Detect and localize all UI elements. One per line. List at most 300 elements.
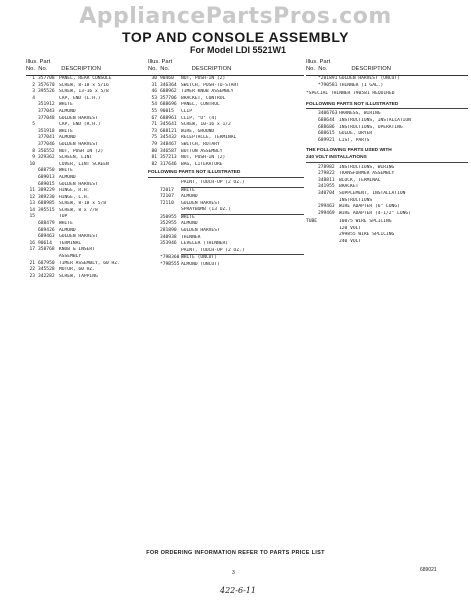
part-row xyxy=(306,83,468,90)
part-description: WHITE xyxy=(181,187,195,193)
header-no: No. xyxy=(148,66,158,72)
illus-number xyxy=(148,255,160,262)
paint-list-3 xyxy=(148,255,304,268)
illus-number: 5 xyxy=(32,122,35,128)
part-number: 377048 xyxy=(38,115,55,121)
part-description: PANEL, REAR CONSOLE xyxy=(59,76,112,81)
part-number: 689426 xyxy=(38,227,55,233)
illus-number: 15 xyxy=(29,214,35,220)
part-number: 72107 xyxy=(160,194,174,200)
part-description: ALMOND (UNCUT) xyxy=(181,262,220,268)
part-number: *281891 xyxy=(318,76,338,81)
parts-list-1 xyxy=(26,76,152,280)
part-description: WHITE xyxy=(59,168,73,174)
part-number: 278982 xyxy=(318,164,335,170)
part-row xyxy=(306,184,468,191)
part-row xyxy=(148,142,304,149)
part-row xyxy=(26,109,152,116)
illus-number: 75 xyxy=(151,135,157,141)
illus-number xyxy=(148,241,160,248)
part-number: 350955 xyxy=(160,214,177,220)
illus-number: 16 xyxy=(29,240,35,246)
section-heading: 240 VOLT INSTALLATIONS xyxy=(306,155,468,163)
part-description: ALMOND xyxy=(59,174,76,180)
illus-number: 81 xyxy=(151,155,157,161)
parts-column-3 xyxy=(306,59,468,246)
part-description: 299855 WIRE SPLICING xyxy=(339,232,395,238)
part-row xyxy=(148,241,304,248)
header-no: No. xyxy=(306,66,316,72)
part-description: WHITE xyxy=(59,102,73,108)
parts-list-3c xyxy=(306,165,468,218)
part-description: SWITCH, ROTARY xyxy=(181,141,220,147)
illus-number xyxy=(306,111,318,118)
illus-number xyxy=(306,118,318,125)
part-number: 689921 xyxy=(318,137,335,143)
part-description: NUT, PUSH IN (2) xyxy=(59,148,104,154)
illus-number: 10 xyxy=(29,161,35,167)
part-row xyxy=(306,118,468,125)
illus-number: 73 xyxy=(151,128,157,134)
part-description: 240 VOLT xyxy=(339,239,362,245)
part-number xyxy=(318,232,339,239)
part-number: 356552 xyxy=(38,148,55,154)
part-number xyxy=(38,122,59,129)
illus-number xyxy=(306,239,318,246)
illus-number xyxy=(26,254,38,261)
part-number xyxy=(38,254,59,261)
part-description: ALMOND xyxy=(59,227,76,233)
part-description: PANEL, CONTROL xyxy=(181,102,220,108)
illus-number xyxy=(306,191,318,198)
illus-number: 46 xyxy=(151,89,157,95)
part-number: 352955 xyxy=(160,221,177,227)
part-number: 299463 xyxy=(318,204,335,210)
illus-number: 67 xyxy=(151,115,157,121)
part-description: TERMINAL xyxy=(59,240,82,246)
part-row xyxy=(26,76,152,83)
illus-number: 23 xyxy=(29,273,35,279)
part-number: 317646 xyxy=(160,161,177,167)
illus-number xyxy=(148,215,160,222)
illus-number: 14 xyxy=(29,207,35,213)
page-number: 3 xyxy=(232,570,235,576)
part-description: INSTRUCTIONS xyxy=(339,197,373,203)
part-description: BRACKET, CONTROL xyxy=(181,95,226,101)
model-subtitle: For Model LDI 5521W1 xyxy=(190,45,287,55)
column-header xyxy=(26,59,152,76)
part-description: BLOCK, TERMINAL xyxy=(339,177,381,183)
part-row xyxy=(26,188,152,195)
part-description: MOTOR, 60 HZ. xyxy=(59,267,95,273)
part-description: NUT, PUSH-IN (2) xyxy=(181,155,226,161)
part-description: ALMOND xyxy=(181,221,198,227)
illus-number xyxy=(306,198,318,205)
part-number: 688479 xyxy=(38,221,55,227)
part-number: 377043 xyxy=(38,108,55,114)
part-description: ALMOND xyxy=(59,108,76,114)
part-description: CAP, END (L.H.) xyxy=(59,95,101,101)
page-title: TOP AND CONSOLE ASSEMBLY xyxy=(122,29,349,45)
handwritten-note: 422-6-11 xyxy=(220,586,256,595)
part-row xyxy=(26,175,152,182)
illus-number xyxy=(306,184,318,191)
part-row xyxy=(148,89,304,96)
part-description: WHITE xyxy=(181,214,195,220)
illus-number xyxy=(148,235,160,242)
parts-column-1 xyxy=(26,59,152,280)
part-number: 281890 xyxy=(160,228,177,234)
illus-number: 12 xyxy=(29,194,35,200)
part-number: 353946 xyxy=(160,241,177,247)
part-row xyxy=(26,102,152,109)
part-number: 377046 xyxy=(38,141,55,147)
part-number: 342282 xyxy=(38,273,55,279)
part-description: GOLDEN HARVEST xyxy=(59,141,98,147)
part-number: 340938 xyxy=(160,234,177,240)
part-row xyxy=(26,247,152,254)
part-description: CAP, END (R.H.) xyxy=(59,122,101,128)
part-number: 348811 xyxy=(318,177,335,183)
parts-list-3b xyxy=(306,111,468,144)
part-description: LEVELER (THINNER) xyxy=(181,241,229,247)
column-header xyxy=(306,59,468,76)
illus-number xyxy=(26,234,38,241)
part-description: THINNER (1 GAL.) xyxy=(339,82,384,88)
illus-number: 21 xyxy=(29,260,35,266)
illus-number: TUBE xyxy=(306,219,318,225)
part-row xyxy=(26,267,152,274)
part-description: WIRE ADAPTER (6" LONG) xyxy=(339,204,400,210)
header-part: Part xyxy=(319,59,331,65)
part-row xyxy=(306,131,468,138)
part-row xyxy=(26,142,152,149)
part-description: BUTTON ASSEMBLY xyxy=(181,148,223,154)
illus-number xyxy=(306,76,318,83)
part-description: SWITCH, PUSH-TO-START xyxy=(181,82,240,88)
part-description: WHITE xyxy=(59,128,73,134)
header-rule xyxy=(306,75,468,76)
part-number: 687950 xyxy=(38,260,55,266)
part-description: COVER, LINT SCREEN xyxy=(59,161,109,167)
part-row xyxy=(26,274,152,281)
illus-number xyxy=(26,228,38,235)
part-number: *790581 xyxy=(318,82,338,88)
part-row xyxy=(148,135,304,142)
header-rule xyxy=(148,75,304,76)
illus-number: 79 xyxy=(151,141,157,147)
illus-number xyxy=(306,232,318,239)
part-number: 389230 xyxy=(38,194,55,200)
illus-number xyxy=(148,228,160,235)
part-row xyxy=(148,109,304,116)
part-row xyxy=(26,234,152,241)
header-description: DESCRIPTION xyxy=(351,66,391,72)
part-description: SCREW, 8-18 x 5/16 xyxy=(59,82,109,88)
part-description: TIMER KNOB ASSEMBLY xyxy=(181,89,234,95)
part-row xyxy=(26,221,152,228)
illus-number: 55 xyxy=(151,108,157,114)
part-description: WIRE ADAPTER (4-1/2" LONG) xyxy=(339,210,411,216)
part-description: THINNER xyxy=(181,234,201,240)
part-description: GOLDEN HARVEST xyxy=(59,115,98,121)
illus-number: 13 xyxy=(29,201,35,207)
section-heading: THE FOLLOWING PARTS USED WITH xyxy=(306,148,392,154)
header-no2: No. xyxy=(160,66,170,72)
header-no2: No. xyxy=(318,66,328,72)
part-description: SCREW, 8-18 x 5/8 xyxy=(59,201,107,207)
header-illus: Illus. xyxy=(306,59,318,65)
part-number: 377041 xyxy=(38,135,55,141)
part-number: 688615 xyxy=(318,131,335,137)
part-row xyxy=(148,122,304,129)
part-description: ALMOND xyxy=(59,135,76,141)
part-row xyxy=(148,102,304,109)
part-number: 688985 xyxy=(38,201,55,207)
part-row xyxy=(306,219,468,226)
part-description: 120 VOLT xyxy=(339,225,362,231)
part-number: 688750 xyxy=(38,168,55,174)
part-description: NUT, PUSH-IN (2) xyxy=(181,76,226,81)
parts-column-2 xyxy=(148,59,304,269)
part-number: 688961 xyxy=(160,115,177,121)
part-description: GOLDEN HARVEST xyxy=(181,200,220,206)
part-description: HINGE, L.H. xyxy=(59,194,90,200)
part-row xyxy=(26,135,152,142)
illus-number xyxy=(306,138,318,145)
part-description: BAG, LITERATURE xyxy=(181,161,223,167)
parts-list-3d xyxy=(306,219,468,245)
part-number xyxy=(318,219,339,226)
part-row xyxy=(306,239,468,246)
header-no: No. xyxy=(26,66,36,72)
illus-number: 22 xyxy=(29,267,35,273)
part-number: 688962 xyxy=(160,89,177,95)
group-heading-row xyxy=(148,180,304,188)
illus-number xyxy=(306,226,318,233)
group-heading: SPRAYBOMB (13 OZ.) xyxy=(181,207,304,215)
part-number: 689013 xyxy=(38,174,55,180)
illus-number: 54 xyxy=(151,102,157,108)
part-number: 389229 xyxy=(38,188,55,194)
illus-number xyxy=(306,165,318,172)
illus-number: 71 xyxy=(151,122,157,128)
part-row xyxy=(148,76,304,83)
illus-number: 8 xyxy=(32,148,35,154)
illus-number xyxy=(26,175,38,182)
part-row xyxy=(148,228,304,235)
illus-number xyxy=(148,221,160,228)
part-number: 395515 xyxy=(38,207,55,213)
illus-number: 53 xyxy=(151,95,157,101)
part-row xyxy=(306,211,468,218)
part-number: 357213 xyxy=(160,155,177,161)
header-part: Part xyxy=(161,59,173,65)
document-number: 689021 xyxy=(420,567,437,573)
part-row xyxy=(26,122,152,129)
part-row xyxy=(26,201,152,208)
part-description: LIST, PARTS xyxy=(339,137,370,143)
illus-number: 9 xyxy=(32,155,35,161)
illus-number xyxy=(148,262,160,269)
part-description: CLIP xyxy=(181,108,193,114)
part-number: 346364 xyxy=(160,82,177,88)
part-number: 357706 xyxy=(160,95,177,101)
illus-number xyxy=(306,211,318,218)
part-number: 688644 xyxy=(318,117,335,123)
illus-number: 30 xyxy=(151,76,157,81)
section-heading: FOLLOWING PARTS NOT ILLUSTRATED xyxy=(306,102,468,110)
header-no2: No. xyxy=(38,66,48,72)
illus-number xyxy=(26,142,38,149)
part-description: WHITE (UNCUT) xyxy=(181,255,217,261)
part-row xyxy=(148,155,304,162)
part-number: 345432 xyxy=(160,135,177,141)
part-row xyxy=(306,204,468,211)
illus-number xyxy=(26,221,38,228)
header-part: Part xyxy=(39,59,51,65)
paint-list-2 xyxy=(148,215,304,248)
illus-number: 4 xyxy=(32,95,35,101)
illus-number: 1 xyxy=(32,76,35,81)
watermark: AppliancePartsPros.com xyxy=(79,4,392,29)
part-number: 688686 xyxy=(318,124,335,130)
part-description: SUPPLEMENT, INSTALLATION xyxy=(339,190,406,196)
illus-number: 11 xyxy=(29,188,35,194)
header-description: DESCRIPTION xyxy=(61,66,101,72)
part-row xyxy=(306,76,468,83)
part-row xyxy=(306,191,468,198)
part-description: KNOB & INSERT xyxy=(59,247,95,253)
header-illus: Illus. xyxy=(148,59,160,65)
part-description: GOLDEN HARVEST xyxy=(59,234,98,240)
illus-number: 17 xyxy=(29,247,35,253)
illus-number: 80 xyxy=(151,148,157,154)
part-number: 3406763 xyxy=(318,111,338,117)
part-description: ASSEMBLY xyxy=(59,254,82,260)
part-row xyxy=(306,111,468,118)
illus-number xyxy=(306,83,318,90)
part-number: 329362 xyxy=(38,155,55,161)
part-row xyxy=(26,208,152,215)
part-description: CLIP, "U" (4) xyxy=(181,115,217,121)
paint-list-1 xyxy=(148,188,304,208)
illus-number xyxy=(26,135,38,142)
group-heading: PAINT, TOUCH-UP (2 OZ.) xyxy=(181,180,304,188)
part-row xyxy=(306,171,468,178)
part-description: ALMOND xyxy=(181,194,198,200)
part-description: 10875 WIRE SPLICING xyxy=(339,219,392,225)
part-description: SCREEN, LINT xyxy=(59,155,93,161)
part-number: 688121 xyxy=(160,128,177,134)
illus-number: 82 xyxy=(151,161,157,167)
part-row xyxy=(26,89,152,96)
thinner-note: *SPECIAL THINNER 790581 REQUIRED xyxy=(306,91,395,97)
part-description: BRACKET xyxy=(339,184,359,190)
part-description: WIRE, GROUND xyxy=(181,128,215,134)
part-description: GUIDE, DRYER xyxy=(339,131,373,137)
part-number: 341955 xyxy=(318,184,335,190)
group-heading-row xyxy=(148,207,304,215)
part-row xyxy=(26,168,152,175)
part-number: 351912 xyxy=(38,102,55,108)
part-row xyxy=(26,254,152,261)
part-number: 395526 xyxy=(38,89,55,95)
ordering-footer: FOR ORDERING INFORMATION REFER TO PARTS PRICE LIST xyxy=(146,550,325,556)
part-description: INSTRUCTIONS, OPERATING xyxy=(339,124,403,130)
part-number: *79B555 xyxy=(160,262,180,268)
part-description: HINGE, R.H. xyxy=(59,188,90,194)
part-row xyxy=(26,116,152,123)
part-number: 689015 xyxy=(38,181,55,187)
illus-number xyxy=(26,109,38,116)
part-row xyxy=(306,232,468,239)
illus-number xyxy=(26,129,38,136)
part-number: 357708 xyxy=(38,76,55,81)
illus-number xyxy=(148,194,160,201)
parts-list-2 xyxy=(148,76,304,168)
column-header xyxy=(148,59,304,76)
part-number xyxy=(318,226,339,233)
part-number: 72110 xyxy=(160,200,174,206)
part-description: INSTRUCTIONS, INSTALLATION xyxy=(339,117,411,123)
part-number: 340704 xyxy=(318,190,335,196)
part-description: TOP xyxy=(59,214,68,220)
part-description: GOLDEN HARVEST (UNCUT) xyxy=(339,76,400,81)
illus-number xyxy=(26,102,38,109)
section-heading: FOLLOWING PARTS NOT ILLUSTRATED xyxy=(148,170,304,178)
illus-number xyxy=(306,125,318,132)
illus-number xyxy=(26,168,38,175)
part-description: TRANSFORMER ASSEMBLY xyxy=(339,171,395,177)
part-number: 688696 xyxy=(160,102,177,108)
parts-list-3a xyxy=(306,76,468,89)
part-number: 351918 xyxy=(38,128,55,134)
part-number: 345528 xyxy=(38,267,55,273)
header-description: DESCRIPTION xyxy=(191,66,232,72)
illus-number: 3 xyxy=(32,89,35,95)
part-description: RECEPTACLE, TERMINAL xyxy=(181,135,237,141)
part-number: 358768 xyxy=(38,247,55,253)
part-description: TIMER ASSEMBLY, 60 HZ. xyxy=(59,260,120,266)
part-number: 346587 xyxy=(160,148,177,154)
note-row xyxy=(306,91,468,98)
part-row xyxy=(148,201,304,208)
part-number: 72017 xyxy=(160,187,174,193)
part-row xyxy=(306,226,468,233)
part-row xyxy=(306,138,468,145)
part-description: INSTRUCTIONS, WIRING xyxy=(339,164,395,170)
part-number: 90015 xyxy=(160,108,174,114)
illus-number xyxy=(306,171,318,178)
part-number: 90460 xyxy=(160,76,174,81)
part-row xyxy=(148,162,304,169)
part-number: *79B360 xyxy=(160,255,180,261)
part-description: SCREW, 13-16 x 5/8 xyxy=(59,89,109,95)
group-heading: PAINT, TOUCH-UP (2 OZ.) xyxy=(181,248,304,256)
illus-number xyxy=(306,178,318,185)
part-number: 279822 xyxy=(318,171,335,177)
part-number: 689463 xyxy=(38,234,55,240)
part-description: HARNESS, WIRING xyxy=(339,111,381,117)
header-illus: Illus. xyxy=(26,59,38,65)
illus-number: 2 xyxy=(32,82,35,88)
part-number: 348467 xyxy=(160,141,177,147)
part-number xyxy=(318,239,339,246)
part-number: 357670 xyxy=(38,82,55,88)
illus-number xyxy=(306,204,318,211)
illus-number xyxy=(148,201,160,208)
